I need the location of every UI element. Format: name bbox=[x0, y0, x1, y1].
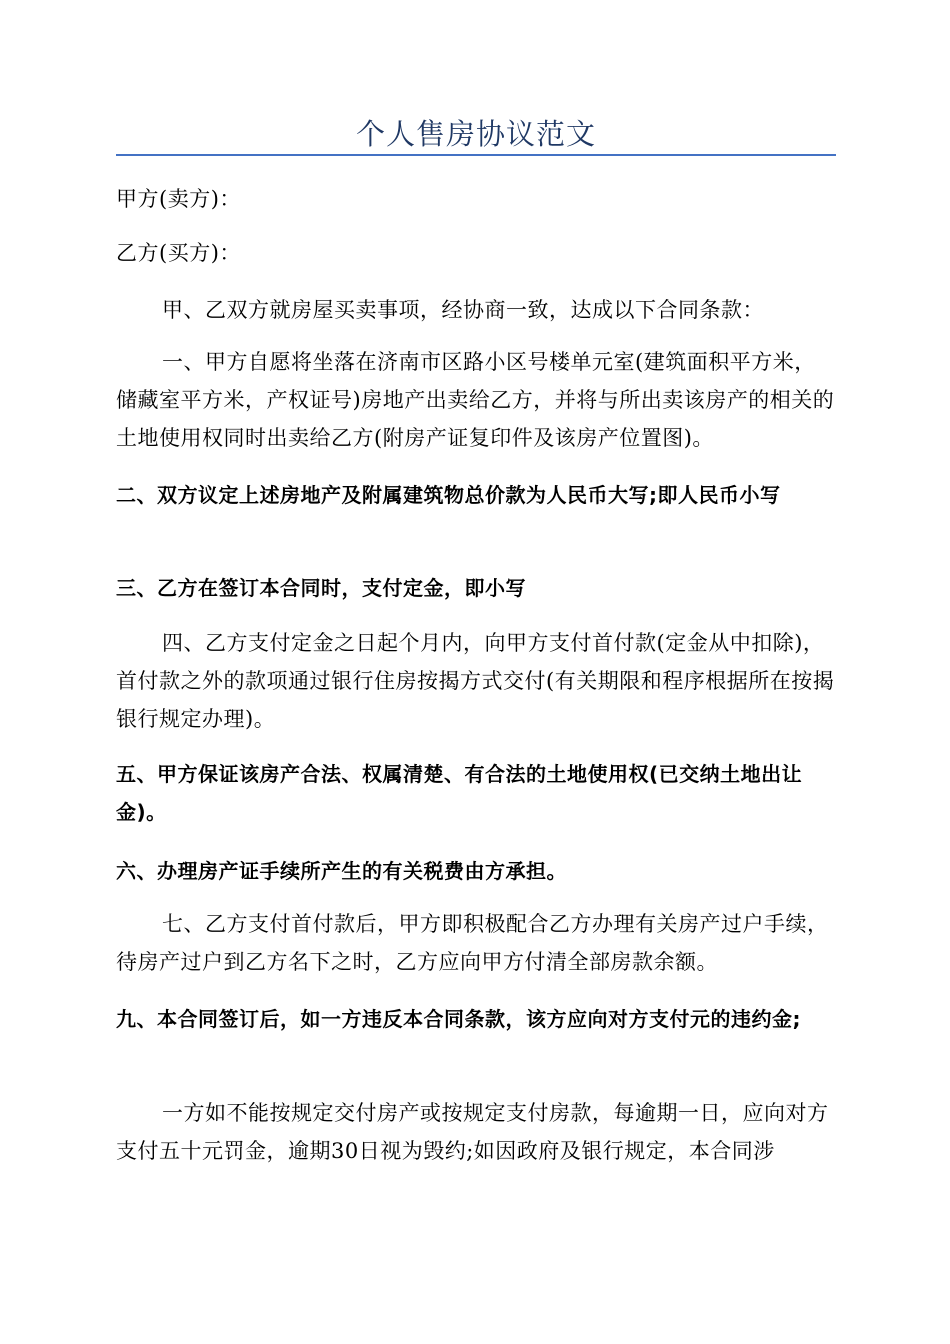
party-b-line: 乙方(买方)： bbox=[116, 241, 241, 265]
clause-2: 二、双方议定上述房地产及附属建筑物总价款为人民币大写;即人民币小写 bbox=[116, 483, 781, 507]
party-a-line: 甲方(卖方)： bbox=[116, 187, 241, 211]
clause-9-detail: 一方如不能按规定交付房产或按规定支付房款，每逾期一日，应向对方支付五十元罚金，逾期30日视为毁约;如因政府及银行规定，本合同涉 bbox=[116, 1101, 829, 1163]
intro-paragraph: 甲、乙双方就房屋买卖事项，经协商一致，达成以下合同条款： bbox=[162, 298, 764, 322]
clause-5: 五、甲方保证该房产合法、权属清楚、有合法的土地使用权(已交纳土地出让金)。 bbox=[116, 762, 803, 824]
title-underline bbox=[116, 154, 836, 156]
clause-3: 三、乙方在签订本合同时，支付定金，即小写 bbox=[116, 576, 526, 600]
clause-7: 七、乙方支付首付款后，甲方即积极配合乙方办理有关房产过户手续，待房产过户到乙方名下之时，乙方应向甲方付清全部房款余额。 bbox=[116, 912, 829, 974]
clause-9: 九、本合同签订后，如一方违反本合同条款，该方应向对方支付元的违约金; bbox=[116, 1007, 801, 1031]
clause-1: 一、甲方自愿将坐落在济南市区路小区号楼单元室(建筑面积平方米，储藏室平方米，产权证号)房地产出卖给乙方，并将与所出卖该房产的相关的土地使用权同时出卖给乙方(附房产证复印件及该房产位置图)。 bbox=[116, 350, 835, 450]
document-title: 个人售房协议范文 bbox=[355, 117, 596, 151]
clause-6: 六、办理房产证手续所产生的有关税费由方承担。 bbox=[116, 859, 567, 883]
clause-4: 四、乙方支付定金之日起个月内，向甲方支付首付款(定金从中扣除)，首付款之外的款项通过银行住房按揭方式交付(有关期限和程序根据所在按揭银行规定办理)。 bbox=[116, 631, 835, 731]
